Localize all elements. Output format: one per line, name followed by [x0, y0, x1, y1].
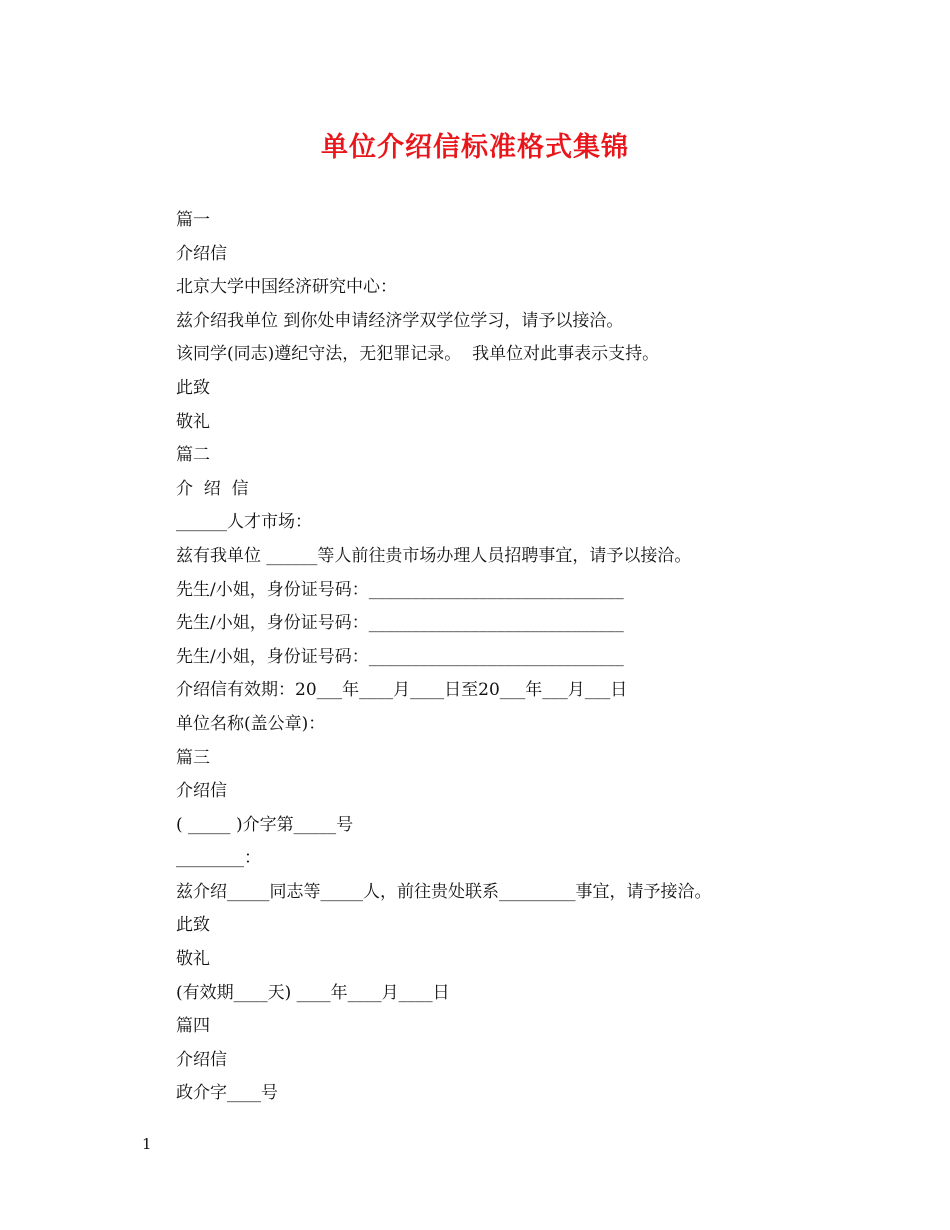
id-number-line: 先生/小姐，身份证号码：______________________________ — [176, 646, 624, 667]
closing-line: 敬礼 — [176, 411, 210, 432]
closing-line: 此致 — [176, 915, 210, 936]
section-heading-1: 篇一 — [176, 210, 210, 230]
letter-heading: 介绍信 — [176, 243, 227, 264]
body-line: 兹介绍我单位 到你处申请经济学双学位学习，请予以接洽。 — [176, 310, 624, 331]
validity-line: 介绍信有效期：20___年____月____日至20___年___月___日 — [176, 680, 628, 701]
letter-heading: 介 绍 信 — [176, 478, 249, 499]
document-body — [176, 204, 876, 1111]
page-number: 1 — [142, 1135, 152, 1153]
closing-line: 此致 — [176, 377, 210, 398]
recipient-line: 北京大学中国经济研究中心： — [176, 277, 397, 298]
reference-number-line: 政介字____号 — [176, 1083, 278, 1104]
section-heading-3: 篇三 — [176, 747, 210, 768]
recipient-line: ______人才市场： — [176, 512, 312, 533]
reference-number-line: ( _____ )介字第_____号 — [176, 814, 354, 835]
letter-heading: 介绍信 — [176, 1049, 227, 1070]
letter-heading: 介绍信 — [176, 781, 227, 802]
id-number-line: 先生/小姐，身份证号码：______________________________ — [176, 613, 624, 634]
section-heading-2: 篇二 — [176, 445, 210, 466]
recipient-line: ________： — [176, 848, 261, 869]
body-line: 该同学(同志)遵纪守法，无犯罪记录。 我单位对此事表示支持。 — [176, 344, 660, 365]
organization-seal-line: 单位名称(盖公章)： — [176, 713, 326, 734]
section-heading-4: 篇四 — [176, 1016, 210, 1037]
body-line: 兹介绍_____同志等_____人，前往贵处联系_________事宜，请予接洽。 — [176, 881, 712, 902]
body-line: 兹有我单位 ______等人前往贵市场办理人员招聘事宜，请予以接洽。 — [176, 545, 692, 566]
id-number-line: 先生/小姐，身份证号码：______________________________ — [176, 579, 624, 600]
validity-line: (有效期____天) ____年____月____日 — [176, 982, 450, 1003]
page-title: 单位介绍信标准格式集锦 — [321, 132, 629, 163]
closing-line: 敬礼 — [176, 949, 210, 970]
